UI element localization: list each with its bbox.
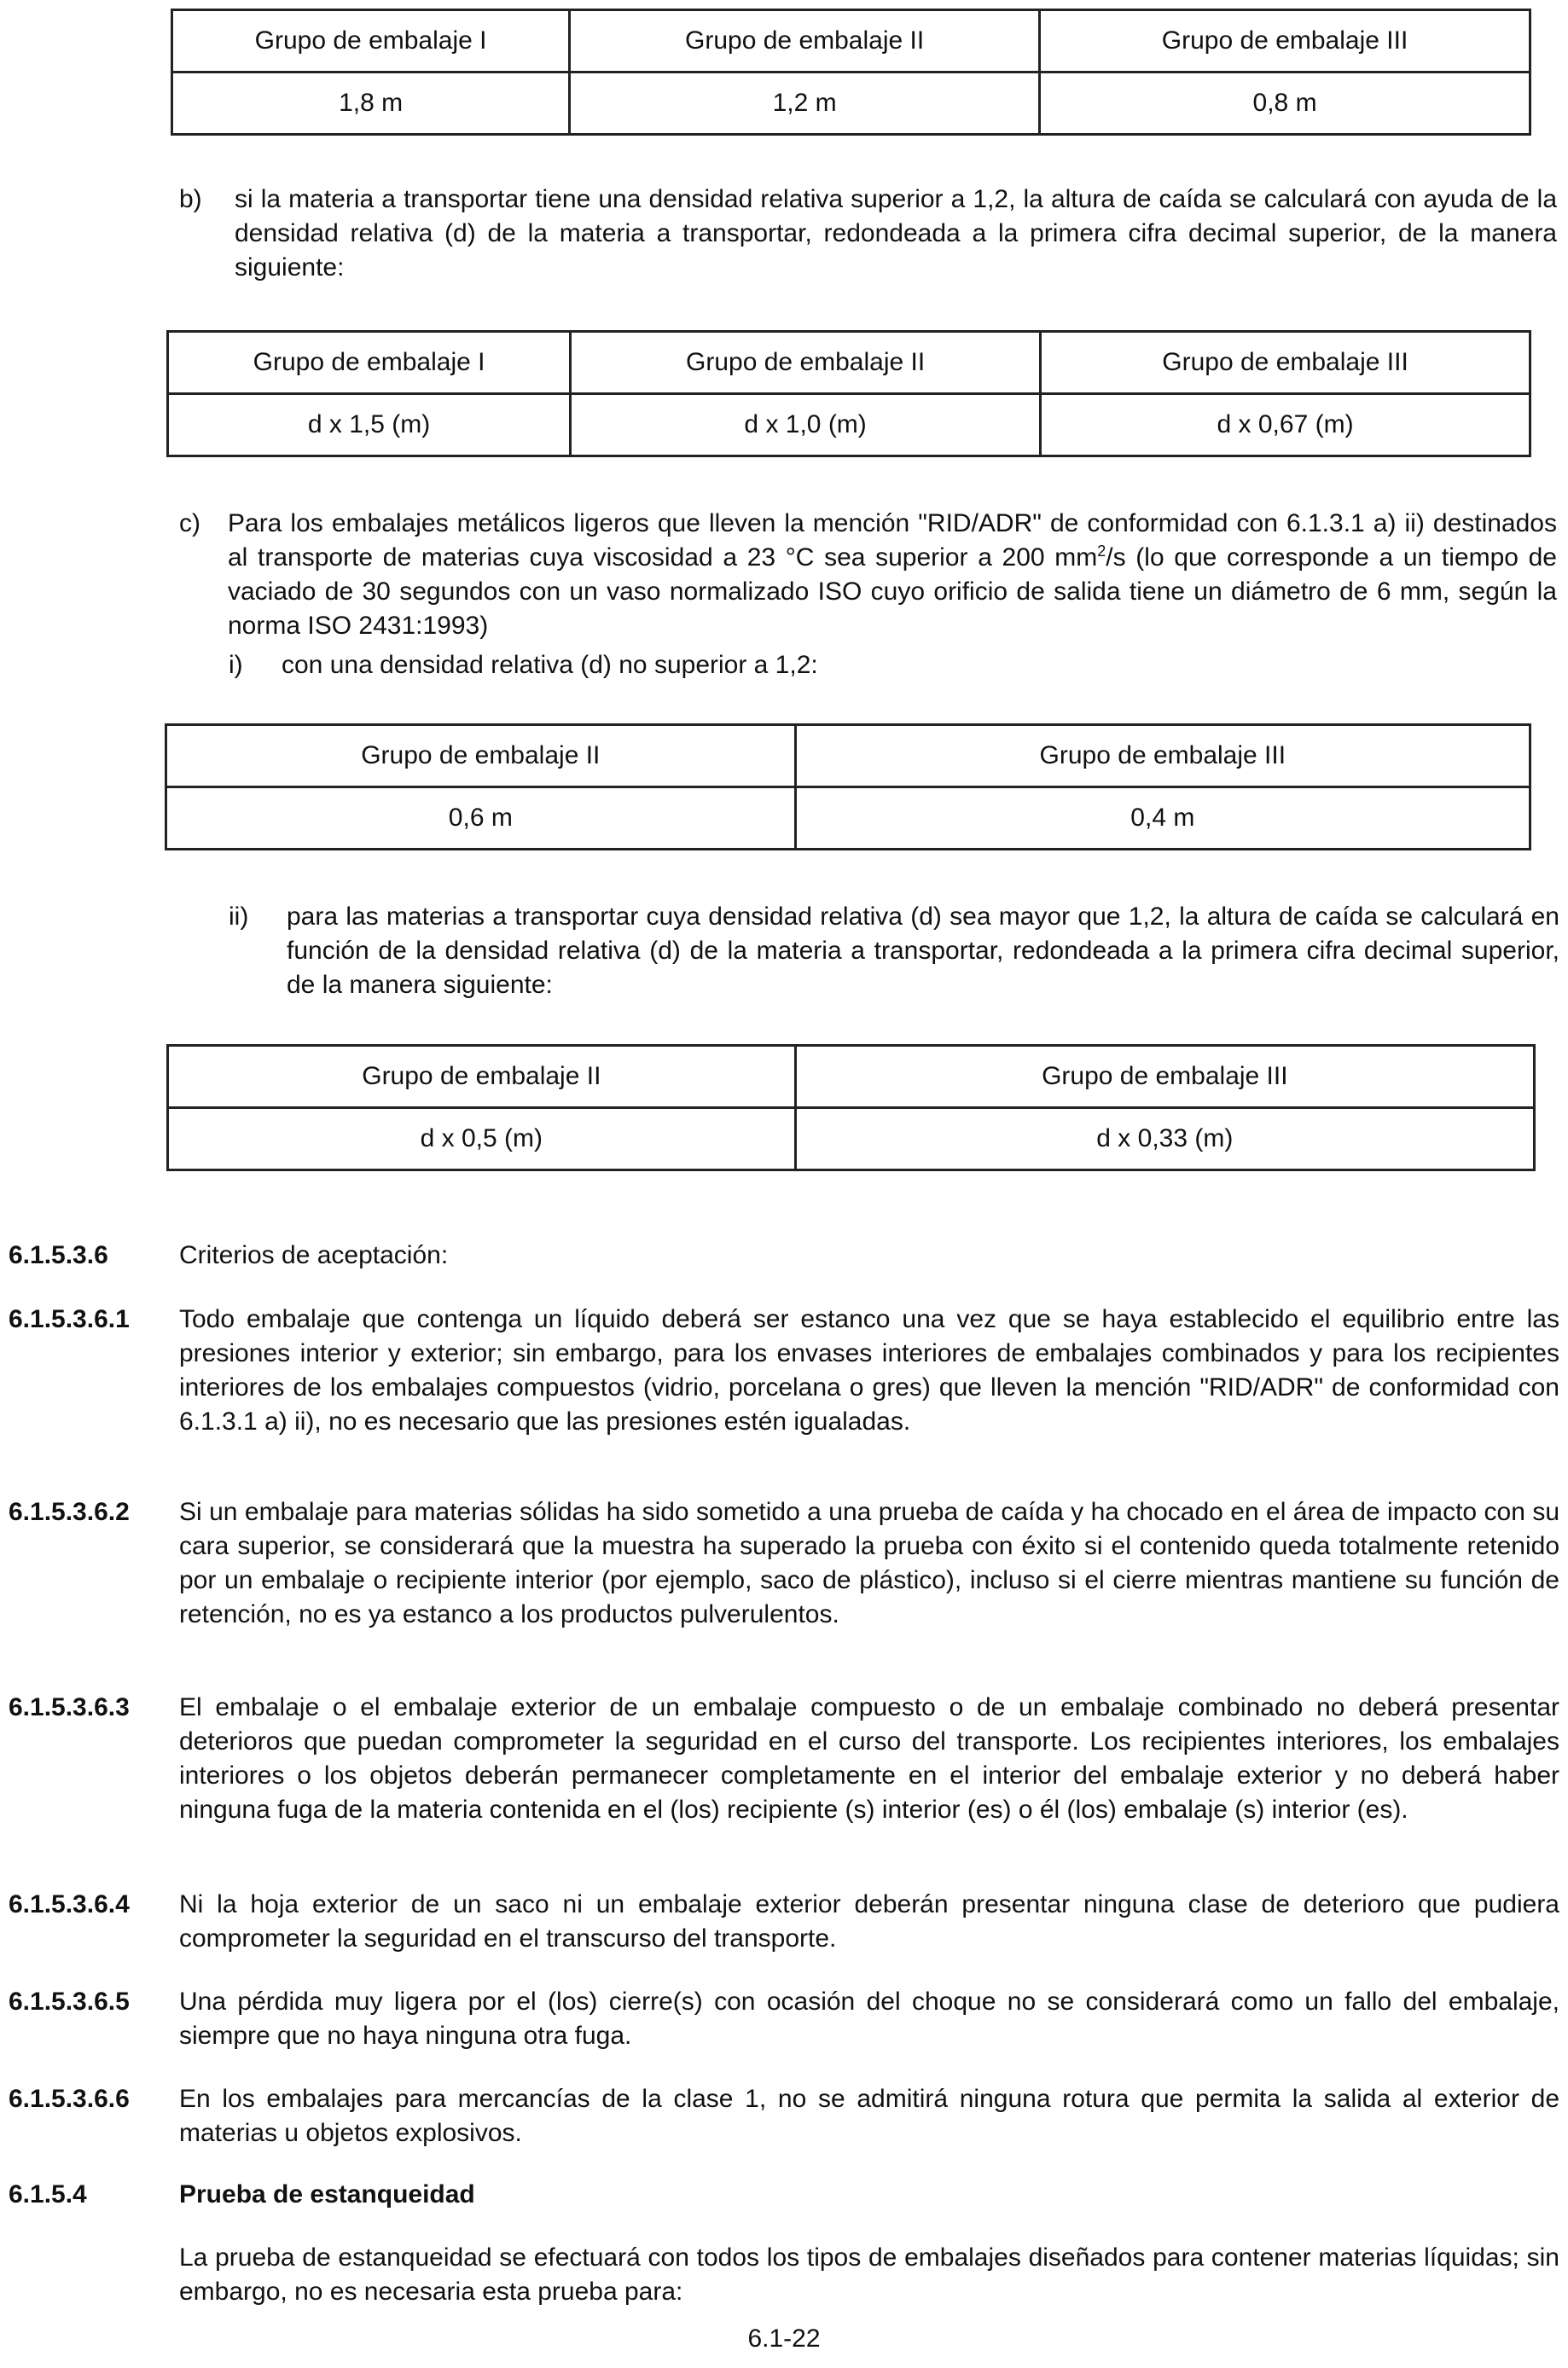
table-drop-height-2 [166, 330, 1531, 457]
table-cell: 1,2 m [570, 73, 1040, 135]
table-header-cell: Grupo de embalaje II [571, 332, 1041, 394]
table-cell: d x 1,5 (m) [168, 394, 571, 456]
section-heading: Prueba de estanqueidad [179, 2180, 475, 2208]
list-label: i) [229, 651, 243, 679]
table-drop-height-1 [171, 9, 1531, 136]
table-cell: 0,6 m [166, 787, 796, 850]
table-cell: d x 1,0 (m) [571, 394, 1041, 456]
section-6-1-5-3-6-4 [0, 1888, 1559, 1956]
table-cell: d x 0,5 (m) [168, 1108, 796, 1170]
paragraph: con una densidad relativa (d) no superior a 1,2: [282, 651, 818, 679]
section-text: Si un embalaje para materias sólidas ha sido sometido a una prueba de caída y ha chocado en el área de impacto con su cara superior, se considerará que la muestra ha superado la prueba con éxito si el contenido queda totalmente retenido por un embalaje o recipiente interior (por ejemplo, saco de plástico), incluso si el cierre mientras mantiene su función de retención, no es ya estanco a los productos pulverulentos. [179, 1498, 1559, 1628]
table-drop-height-4 [166, 1044, 1536, 1171]
table-header-row [172, 10, 1530, 73]
table-header-cell: Grupo de embalaje III [795, 1046, 1534, 1108]
paragraph [228, 507, 1557, 643]
section-text: Una pérdida muy ligera por el (los) cierre(s) con ocasión del choque no se considerará como un fallo del embalaje, siempre que no haya ninguna otra fuga. [179, 1988, 1559, 2050]
table-header-cell: Grupo de embalaje I [172, 10, 570, 73]
table-row [168, 1108, 1535, 1170]
table-cell: 0,8 m [1040, 73, 1530, 135]
section-text: Todo embalaje que contenga un líquido deberá ser estanco una vez que se haya establecido el equilibrio entre las presiones interior y exterior; sin embargo, para los envases interiores de embalajes combinados y para los recipientes interiores de los embalajes compuestos (vidrio, porcelana o gres) que lleven la mención "RID/ADR" de conformidad con 6.1.3.1 a) ii), no es necesario que las presiones estén igualadas. [179, 1305, 1559, 1436]
section-number: 6.1.5.3.6.2 [9, 1498, 130, 1526]
table-header-cell: Grupo de embalaje III [1041, 332, 1530, 394]
table-drop-height-3 [165, 723, 1531, 850]
section-text: El embalaje o el embalaje exterior de un embalaje compuesto o de un embalaje combinado no deberá presentar deterioros que puedan comprometer la seguridad en el curso del transporte. Los recipientes interiores, los embalajes interiores o los objetos deberán permanecer completamente en el interior del embalaje exterior y no deberá haber ninguna fuga de la materia contenida en el (los) recipiente (s) interior (es) o él (los) embalaje (s) interior (es). [179, 1693, 1559, 1824]
list-label: b) [179, 185, 202, 213]
table-cell: d x 0,33 (m) [795, 1108, 1534, 1170]
table-header-cell: Grupo de embalaje II [166, 725, 796, 787]
section-number: 6.1.5.3.6.6 [9, 2085, 130, 2113]
paragraph: para las materias a transportar cuya densidad relativa (d) sea mayor que 1,2, la altura de caída se calculará en función de la densidad relativa (d) de la materia a transportar, redondeada a la primera cifra decimal superior, de la manera siguiente: [287, 903, 1559, 999]
section-6-1-5-3-6-2 [0, 1495, 1559, 1632]
list-item-b [179, 183, 1557, 285]
list-item-ii [229, 900, 1559, 1002]
section-number: 6.1.5.3.6.4 [9, 1890, 130, 1918]
table-cell: 1,8 m [172, 73, 570, 135]
table-header-cell: Grupo de embalaje II [570, 10, 1040, 73]
list-item-i [229, 648, 1551, 682]
page-footer: 6.1-22 [747, 2324, 821, 2353]
section-number: 6.1.5.3.6 [9, 1241, 108, 1269]
section-number: 6.1.5.3.6.3 [9, 1693, 130, 1721]
list-label: ii) [229, 903, 249, 931]
paragraph-text: Para los embalajes metálicos ligeros que lleven la mención "RID/ADR" de conformidad con 6.1.3.1 a) ii) destinados al transporte de materias cuya viscosidad a 23 °C sea superior a 200 mm [228, 509, 1557, 572]
list-item-c [179, 507, 1557, 643]
table-row [168, 394, 1530, 456]
section-text: Criterios de aceptación: [179, 1241, 449, 1269]
table-row [166, 787, 1530, 850]
table-header-cell: Grupo de embalaje III [1040, 10, 1530, 73]
final-paragraph: La prueba de estanqueidad se efectuará con todos los tipos de embalajes diseñados para contener materias líquidas; sin embargo, no es necesaria esta prueba para: [179, 2243, 1559, 2306]
table-header-row [168, 1046, 1535, 1108]
list-label: c) [179, 509, 200, 537]
section-6-1-5-3-6-1 [0, 1303, 1559, 1439]
table-cell: 0,4 m [795, 787, 1530, 850]
section-number: 6.1.5.3.6.1 [9, 1305, 130, 1333]
table-header-cell: Grupo de embalaje III [795, 725, 1530, 787]
superscript: 2 [1097, 543, 1106, 560]
table-row [172, 73, 1530, 135]
table-header-cell: Grupo de embalaje II [168, 1046, 796, 1108]
section-number: 6.1.5.3.6.5 [9, 1988, 130, 2016]
section-6-1-5-3-6-6 [0, 2082, 1559, 2150]
section-6-1-5-3-6 [0, 1239, 1559, 1273]
section-text: Ni la hoja exterior de un saco ni un embalaje exterior deberán presentar ninguna clase de deterioro que pudiera comprometer la seguridad en el transcurso del transporte. [179, 1890, 1559, 1953]
section-6-1-5-3-6-3 [0, 1691, 1559, 1827]
section-6-1-5-4 [0, 2178, 1559, 2212]
table-header-row [166, 725, 1530, 787]
table-header-cell: Grupo de embalaje I [168, 332, 571, 394]
section-6-1-5-3-6-5 [0, 1985, 1559, 2053]
table-cell: d x 0,67 (m) [1041, 394, 1530, 456]
paragraph: si la materia a transportar tiene una densidad relativa superior a 1,2, la altura de caída se calculará con ayuda de la densidad relativa (d) de la materia a transportar, redondeada a la primera cifra decimal superior, de la manera siguiente: [235, 185, 1557, 281]
table-header-row [168, 332, 1530, 394]
paragraph-text: /s (lo que corresponde a un tiempo de vaciado de 30 segundos con un vaso normalizado ISO cuyo orificio de salida tiene un diámetro de 6 mm, según la norma ISO 2431:1993) [228, 543, 1557, 640]
section-number: 6.1.5.4 [9, 2180, 87, 2208]
section-text: En los embalajes para mercancías de la clase 1, no se admitirá ninguna rotura que permita la salida al exterior de materias u objetos explosivos. [179, 2085, 1559, 2147]
